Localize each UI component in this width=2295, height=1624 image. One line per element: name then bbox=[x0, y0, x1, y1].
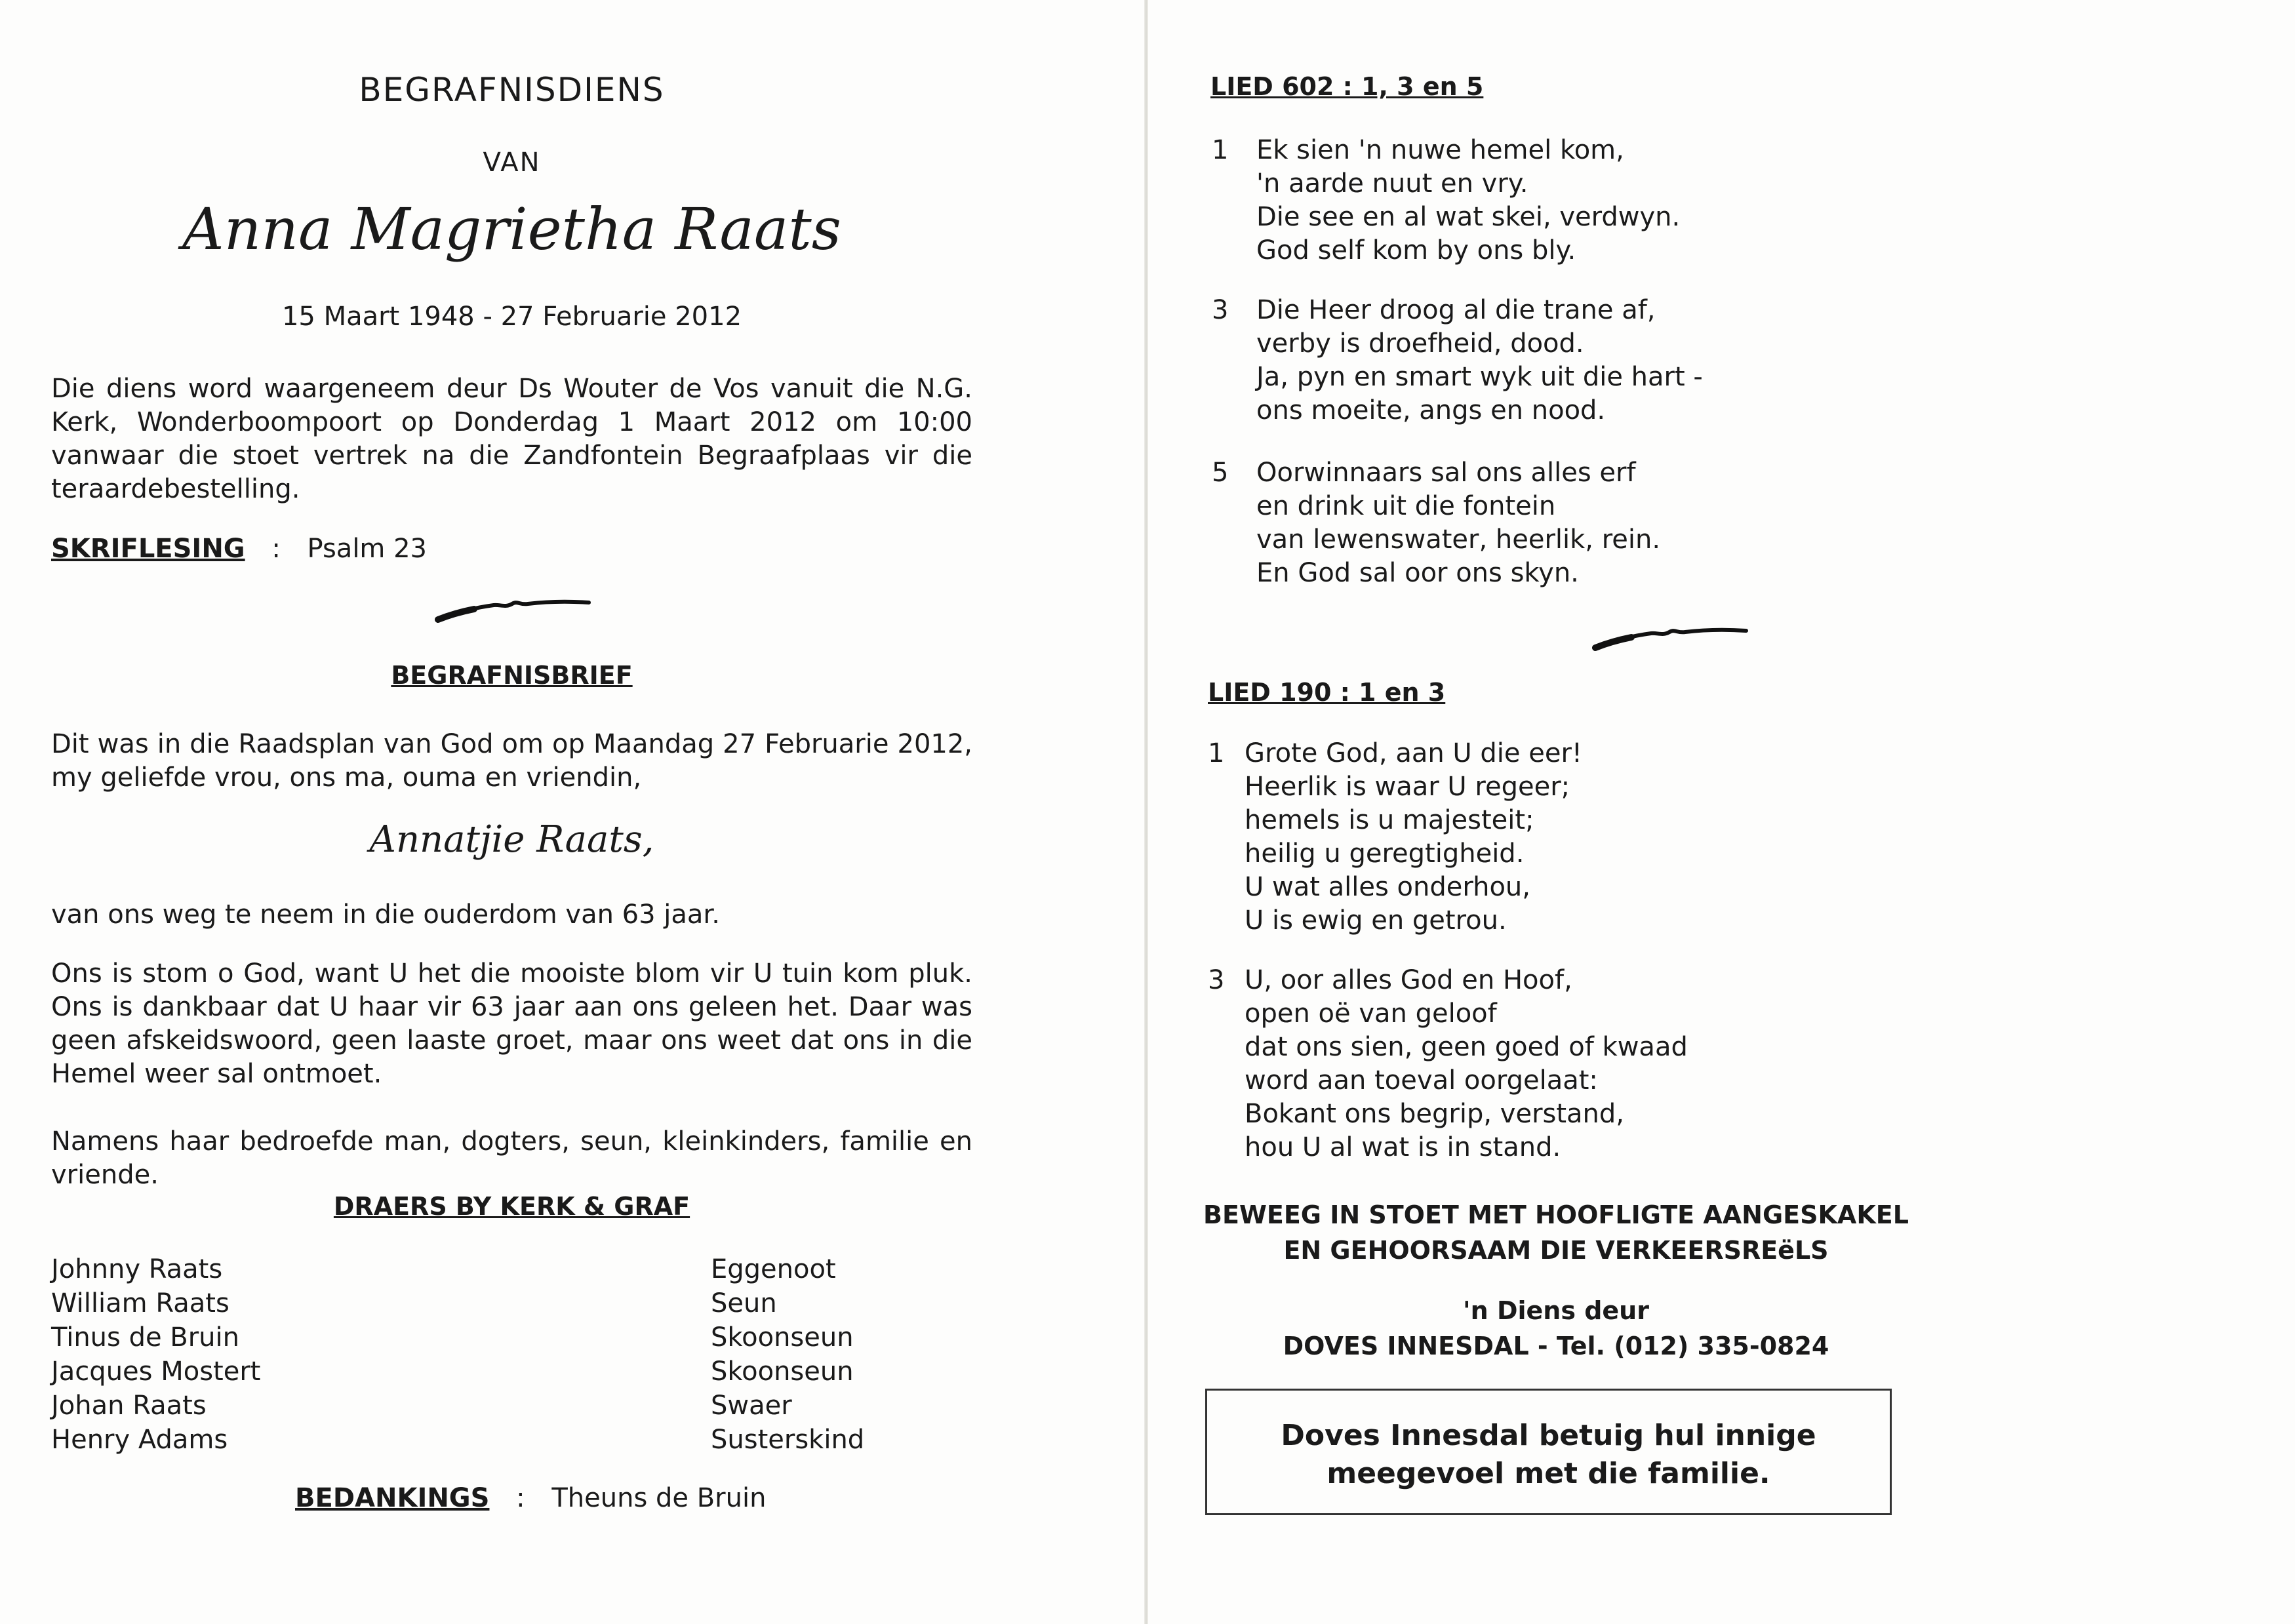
verse-number: 3 bbox=[1208, 965, 1225, 995]
verse-number: 1 bbox=[1212, 135, 1229, 165]
center-fold bbox=[1144, 0, 1148, 1624]
reading-value: Psalm 23 bbox=[307, 534, 428, 564]
verse-line: Heerlik is waar U regeer; bbox=[1245, 772, 1570, 802]
left-page bbox=[51, 0, 972, 1624]
service-provider bbox=[1176, 1293, 1936, 1364]
verse-number: 3 bbox=[1212, 295, 1229, 325]
reading-row bbox=[51, 534, 427, 564]
verse-line: verby is droefheid, dood. bbox=[1256, 328, 1584, 359]
service-title: BEGRAFNISDIENS bbox=[359, 71, 665, 109]
verse-line: U wat alles onderhou, bbox=[1245, 872, 1530, 902]
verse-line: Die Heer droog al die trane af, bbox=[1256, 295, 1656, 325]
verse-line: van lewenswater, heerlik, rein. bbox=[1256, 525, 1661, 555]
bearer-name: Tinus de Bruin bbox=[51, 1322, 239, 1353]
verse-line: open oë van geloof bbox=[1245, 999, 1497, 1029]
verse-line: Ja, pyn en smart wyk uit die hart - bbox=[1256, 362, 1703, 392]
bearer-name: William Raats bbox=[51, 1288, 230, 1318]
letter-paragraph-2: van ons weg te neem in die ouderdom van 63 jaar. bbox=[51, 900, 720, 930]
bearer-role: Eggenoot bbox=[711, 1254, 836, 1284]
bearer-role: Susterskind bbox=[711, 1425, 865, 1455]
notice-line-1: BEWEEG IN STOET MET HOOFLIGTE AANGESKAKEL bbox=[1203, 1200, 1909, 1229]
verse-line: Bokant ons begrip, verstand, bbox=[1245, 1099, 1625, 1129]
verse-line: Oorwinnaars sal ons alles erf bbox=[1256, 458, 1636, 488]
letter-paragraph-1: Dit was in die Raadsplan van God om op Maandag 27 Februarie 2012, my geliefde vrou, ons ma, ouma en vriendin, bbox=[51, 729, 972, 793]
service-line-2: DOVES INNESDAL - Tel. (012) 335-0824 bbox=[1283, 1332, 1829, 1360]
bearer-role: Seun bbox=[711, 1288, 777, 1318]
verse-line: en drink uit die fontein bbox=[1256, 491, 1556, 521]
notice-line-2: EN GEHOORSAAM DIE VERKEERSREëLS bbox=[1283, 1236, 1829, 1265]
bearers-heading: DRAERS BY KERK & GRAF bbox=[333, 1192, 690, 1221]
condolence-line-2: meegevoel met die familie. bbox=[1327, 1457, 1770, 1490]
verse-line: God self kom by ons bly. bbox=[1256, 235, 1576, 266]
list-item bbox=[51, 1423, 972, 1457]
service-van: VAN bbox=[483, 148, 541, 178]
letter-heading-wrap bbox=[51, 661, 972, 690]
letter-paragraph-3: Ons is stom o God, want U het die mooiste blom vir U tuin kom pluk. Ons is dankbaar dat U haar vir 63 jaar aan ons geleen het. Daar was geen afskeidswoord, geen laaste groet, maar ons weet dat ons in die Hemel weer sal ontmoet. bbox=[51, 959, 972, 1089]
verse-line: hemels is u majesteit; bbox=[1245, 805, 1534, 835]
verse-line: heilig u geregtigheid. bbox=[1245, 839, 1525, 869]
verse-line: U, oor alles God en Hoof, bbox=[1245, 965, 1572, 995]
decorative-swash bbox=[435, 593, 592, 626]
verse-line: Die see en al wat skei, verdwyn. bbox=[1256, 202, 1681, 232]
condolence-box bbox=[1205, 1389, 1892, 1515]
verse-line: word aan toeval oorgelaat: bbox=[1245, 1065, 1598, 1096]
list-item bbox=[51, 1286, 972, 1320]
verse-line: U is ewig en getrou. bbox=[1245, 905, 1507, 936]
thanks-label: BEDANKINGS bbox=[295, 1483, 490, 1513]
verse-number: 5 bbox=[1212, 458, 1229, 488]
verse-line: hou U al wat is in stand. bbox=[1245, 1132, 1561, 1162]
list-item bbox=[51, 1389, 972, 1423]
thanks-row bbox=[295, 1483, 766, 1513]
procession-notice bbox=[1176, 1197, 1936, 1268]
verse-line: ons moeite, angs en nood. bbox=[1256, 395, 1606, 426]
reading-separator: : bbox=[271, 534, 281, 564]
life-dates: 15 Maart 1948 - 27 Februarie 2012 bbox=[281, 302, 742, 332]
bearer-name: Henry Adams bbox=[51, 1425, 228, 1455]
verse-line: 'n aarde nuut en vry. bbox=[1256, 168, 1528, 199]
bearer-name: Jacques Mostert bbox=[51, 1357, 261, 1387]
reading-label: SKRIFLESING bbox=[51, 534, 245, 564]
hymn-190-heading: LIED 190 : 1 en 3 bbox=[1208, 678, 1446, 707]
bearers-heading-wrap bbox=[51, 1192, 972, 1221]
verse-line: Ek sien 'n nuwe hemel kom, bbox=[1256, 135, 1624, 165]
decorative-swash bbox=[1592, 622, 1749, 654]
verse-line: dat ons sien, geen goed of kwaad bbox=[1245, 1032, 1688, 1062]
letter-paragraph-4: Namens haar bedroefde man, dogters, seun, kleinkinders, familie en vriende. bbox=[51, 1126, 972, 1190]
letter-heading: BEGRAFNISBRIEF bbox=[391, 661, 633, 690]
service-line-1: 'n Diens deur bbox=[1463, 1296, 1649, 1325]
bearer-role: Skoonseun bbox=[711, 1357, 854, 1387]
thanks-separator: : bbox=[516, 1483, 525, 1513]
hymn-602-heading: LIED 602 : 1, 3 en 5 bbox=[1210, 72, 1484, 101]
verse-number: 1 bbox=[1208, 738, 1225, 768]
right-page bbox=[1205, 0, 2254, 1624]
bearer-name: Johan Raats bbox=[51, 1391, 207, 1421]
deceased-nickname: Annatjie Raats, bbox=[369, 818, 654, 861]
list-item bbox=[51, 1252, 972, 1286]
verse-line: En God sal oor ons skyn. bbox=[1256, 558, 1579, 588]
thanks-value: Theuns de Bruin bbox=[551, 1483, 767, 1513]
service-intro: Die diens word waargeneem deur Ds Wouter de Vos vanuit die N.G. Kerk, Wonderboompoort op Donderdag 1 Maart 2012 om 10:00 vanwaar die stoet vertrek na die Zandfontein Begraafplaas vir die teraardebestelling. bbox=[51, 374, 972, 504]
bearer-role: Skoonseun bbox=[711, 1322, 854, 1353]
deceased-name: Anna Magrietha Raats bbox=[182, 195, 841, 263]
verse-line: Grote God, aan U die eer! bbox=[1245, 738, 1582, 768]
list-item bbox=[51, 1355, 972, 1389]
list-item bbox=[51, 1320, 972, 1355]
bearers-list bbox=[51, 1252, 972, 1457]
condolence-line-1: Doves Innesdal betuig hul innige bbox=[1281, 1419, 1816, 1452]
bearer-role: Swaer bbox=[711, 1391, 792, 1421]
bearer-name: Johnny Raats bbox=[51, 1254, 223, 1284]
